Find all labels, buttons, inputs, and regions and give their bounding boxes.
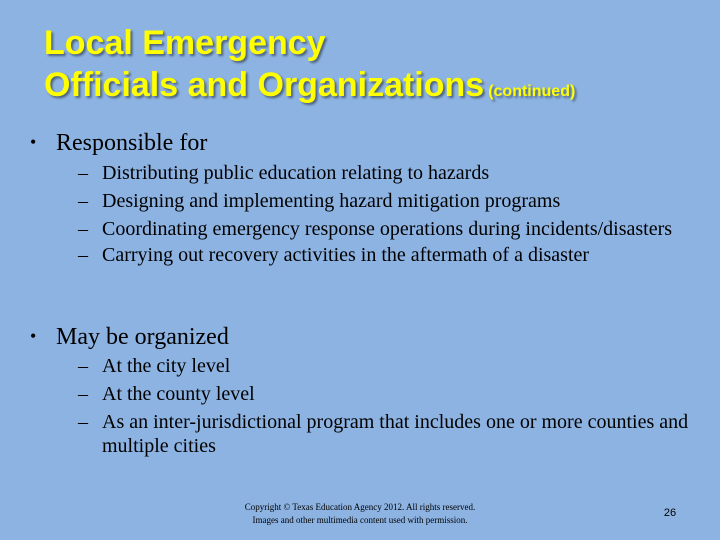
list-item-text: Coordinating emergency response operations during incidents/disasters	[102, 218, 673, 240]
title-suffix: (continued)	[488, 83, 576, 100]
page-number: 26	[663, 507, 677, 519]
bullet-dot: •	[30, 132, 37, 152]
dash: –	[78, 190, 88, 212]
sub-list-organization	[78, 354, 698, 462]
dash: –	[78, 244, 88, 266]
bullet-text: Responsible for	[56, 130, 208, 156]
list-item	[78, 354, 698, 378]
list-item-text: At the county level	[102, 383, 255, 405]
bullet-responsible-for	[30, 128, 207, 157]
bullet-may-be-organized	[30, 322, 229, 351]
sub-list-responsibilities	[78, 161, 698, 271]
bullet-dot: •	[30, 326, 37, 346]
copyright-line: Copyright © Texas Education Agency 2012. All rights reserved.	[244, 502, 476, 512]
permission-line: Images and other multimedia content used with permission.	[252, 515, 468, 525]
title-line-2	[44, 64, 704, 113]
list-item	[78, 382, 698, 406]
list-item-text: Designing and implementing hazard mitigation programs	[102, 190, 561, 212]
dash: –	[78, 162, 88, 184]
list-item	[78, 243, 698, 267]
dash: –	[78, 411, 88, 433]
list-item	[78, 217, 698, 241]
list-item-text: At the city level	[102, 355, 231, 377]
slide-title	[44, 22, 704, 113]
dash: –	[78, 355, 88, 377]
list-item	[78, 410, 698, 458]
list-item	[78, 161, 698, 185]
title-line-2-text: Officials and Organizations	[44, 66, 485, 104]
title-line-1: Local Emergency	[44, 24, 326, 62]
list-item-text: As an inter-jurisdictional program that includes one or more counties and multiple cities	[102, 411, 689, 457]
list-item	[78, 189, 698, 213]
list-item-text: Carrying out recovery activities in the aftermath of a disaster	[102, 244, 590, 266]
list-item-text: Distributing public education relating to hazards	[102, 162, 490, 184]
dash: –	[78, 383, 88, 405]
bullet-text: May be organized	[56, 324, 229, 350]
copyright-footer	[200, 501, 520, 527]
dash: –	[78, 218, 88, 240]
